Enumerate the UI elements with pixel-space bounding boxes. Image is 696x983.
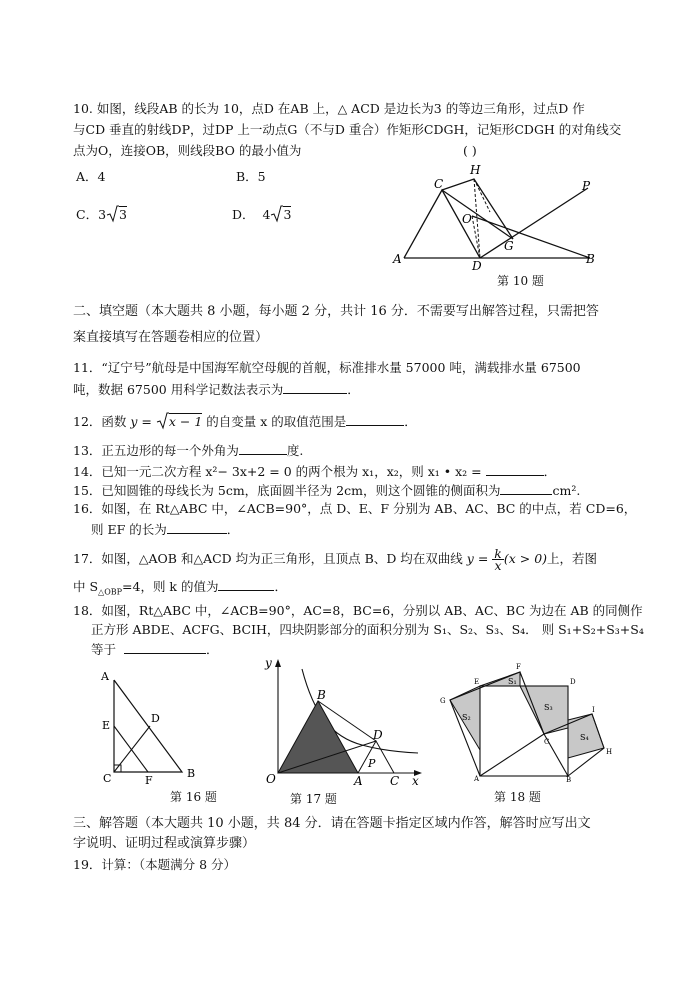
section3-line1: 三、解答题（本大题共 10 小题，共 84 分．请在答题卡指定区域内作答，解答时应写出文 [73, 816, 591, 831]
fig17-label-y: y [265, 656, 272, 670]
q10-line2: 与CD 垂直的射线DP，过DP 上一动点G（不与D 重合）作矩形CDGH，记矩形CDGH 的对角线交 [73, 122, 622, 137]
fig10-label-p: P [582, 179, 591, 193]
fig17-label-a: A [354, 774, 363, 788]
fig10-label-d: D [472, 259, 482, 272]
fig16-label-b: B [187, 767, 196, 780]
fig18-label-s3: S₃ [544, 703, 553, 712]
q14-text: 14．已知一元二次方程 x²− 3x+2 = 0 的两个根为 x₁，x₂，则 x₁ • x₂ = [73, 464, 482, 479]
fig10-label-c: C [434, 177, 444, 191]
q17-subscript: △OBP [98, 587, 123, 597]
fig17-y-axis-arrow [275, 659, 281, 667]
q19-text: 19．计算：（本题满分 8 分） [73, 857, 237, 872]
q13-text: 13．正五边形的每一个外角为 [73, 443, 239, 458]
fig17-triangle-aob [278, 701, 358, 773]
fig10-label-o: O [462, 212, 472, 226]
fig17-label-b: B [317, 688, 326, 702]
q10-option-b: B．5 [236, 169, 266, 184]
q17-line2: 中 $S_{\triangle OBP}=4$，则 k 的值为 ． [73, 579, 287, 597]
q10-option-d-prefix: D． [232, 207, 255, 222]
q14-answer-blank[interactable] [486, 463, 544, 476]
q17-condition: (x > 0) [503, 551, 548, 566]
section2-line1: 二、填空题（本大题共 8 小题，每小题 2 分，共计 16 分．不需要写出解答过程，只需把答 [73, 304, 599, 319]
fig10-label-h: H [470, 163, 481, 177]
q17-line1 [73, 548, 597, 571]
fig17-label-c: C [390, 774, 400, 788]
fig18-label-c: C [544, 738, 550, 746]
fig18-label-f: F [516, 663, 521, 671]
fig16-label-e: E [102, 719, 111, 732]
fig18-label-b: B [566, 776, 572, 784]
q12-y: y [130, 414, 138, 429]
q18-line1: 18．如图，Rt△ABC 中，∠ACB=90°，AC=8，BC=6，分别以 AB、AC、BC 为边在 AB 的同侧作 [73, 603, 643, 618]
q11-line2-text: 吨，数据 67500 用科学记数法表示为 [73, 382, 284, 397]
q15 [73, 482, 580, 499]
fig16-label-a: A [101, 670, 109, 683]
sqrt-icon [156, 412, 169, 430]
q10-option-c-prefix: C．3 [76, 207, 107, 222]
q10-option-a: A．4 [76, 169, 106, 184]
fig18-label-s1: S₁ [508, 677, 517, 686]
sqrt-icon [106, 205, 119, 223]
q12-eq: = [137, 414, 156, 429]
q11-answer-blank[interactable] [283, 381, 347, 394]
fig18-label-s4: S₄ [580, 733, 589, 742]
q12-suffix: 的自变量 x 的取值范围是 [206, 414, 347, 429]
figure-18 [432, 660, 612, 784]
q18-line3-text: 等于 [91, 642, 117, 657]
fig18-label-g: G [440, 697, 446, 705]
q17-denominator: x [494, 558, 502, 573]
fig16-caption: 第 16 题 [170, 790, 217, 804]
fig10-label-b: B [586, 252, 595, 266]
q17-line2b: =4，则 k 的值为 [122, 579, 219, 594]
q10-option-c [76, 205, 127, 223]
fig10-label-g: G [504, 239, 514, 253]
fig10-label-a: A [393, 252, 402, 266]
fig17-label-o: O [266, 772, 276, 786]
fig18-segment-ac [480, 734, 544, 776]
q17-y: y [466, 551, 474, 566]
sqrt-icon [270, 205, 283, 223]
fig10-ray-dp [480, 188, 588, 258]
fig10-diagonal-ho [474, 179, 490, 212]
fig18-label-d: D [570, 678, 576, 686]
fig18-label-h: H [606, 748, 612, 756]
q14: 14．已知一元二次方程 x²− 3x+2 = 0 的两个根为 x₁，x₂，则 x₁ • x₂ = ． [73, 464, 557, 479]
q15-text: 15．已知圆锥的母线长为 5cm，底面圆半径为 2cm，则这个圆锥的侧面积为 [73, 483, 501, 498]
q10-option-d-radicand: 3 [283, 207, 292, 222]
q17-eq: = [473, 551, 493, 566]
q16-line1: 16．如图，在 Rt△ABC 中，∠ACB=90°，点 D、E、F 分别为 AB、AC、BC 的中点，若 CD=6， [73, 501, 637, 516]
q17-suffix: 上，若图 [547, 551, 598, 566]
q13-unit: 度. [286, 443, 304, 458]
figure-16 [98, 668, 202, 784]
q13-answer-blank[interactable] [239, 442, 287, 455]
fig18-label-i: I [592, 706, 595, 714]
q10-option-c-radicand: 3 [119, 207, 127, 222]
q12-prefix: 12．函数 [73, 414, 127, 429]
figure-10 [390, 160, 610, 272]
fig10-caption: 第 10 题 [497, 274, 544, 288]
fig18-label-e: E [474, 678, 480, 686]
q18-line2: 正方形 ABDE、ACFG、BCIH，四块阴影部分的面积分别为 S₁、S₂、S₃、S₄． 则 S₁+S₂+S₃+S₄ [91, 622, 644, 637]
q10-line1: 10. 如图，线段AB 的长为 10，点D 在AB 上，△ ACD 是边长为3 的等边三角形，过点D 作 [73, 101, 585, 116]
fig18-caption: 第 18 题 [494, 790, 541, 804]
q16-answer-blank[interactable] [167, 521, 227, 534]
q15-unit: cm². [552, 483, 581, 498]
fig16-label-d: D [151, 712, 160, 725]
fig17-label-d: D [373, 728, 383, 742]
q13 [73, 442, 303, 459]
q10-option-d-coef: 4 [262, 207, 271, 222]
q11-line2: 吨，数据 67500 用科学记数法表示为 ． [73, 382, 360, 397]
q18-answer-blank[interactable] [124, 641, 206, 654]
q10-answer-paren: ( ) [463, 143, 477, 158]
q17-answer-blank[interactable] [218, 578, 274, 591]
q16-line2-text: 则 EF 的长为 [91, 522, 167, 537]
section2-line2: 案直接填写在答题卷相应的位置） [73, 330, 269, 345]
fig18-label-s2: S₂ [462, 713, 471, 722]
section3-line2: 字说明、证明过程或演算步骤） [73, 836, 256, 851]
q17-prefix: 17．如图，△AOB 和△ACD 均为正三角形，且顶点 B、D 均在双曲线 [73, 551, 463, 566]
q17-numerator: k [494, 546, 502, 561]
q16-line2: 则 EF 的长为 ． [91, 522, 240, 537]
q12: 12．函数 y = x − 1 的自变量 x 的取值范围是 ． [73, 414, 417, 429]
q11-line1: 11．“辽宁号”航母是中国海军航空母舰的首舰，标准排水量 57000 吨，满载排水量 67500 [73, 360, 581, 375]
fig16-label-c: C [103, 772, 112, 784]
fig17-caption: 第 17 题 [290, 792, 337, 806]
q15-answer-blank[interactable] [500, 482, 552, 495]
figure-17 [262, 655, 432, 789]
q12-answer-blank[interactable] [346, 413, 404, 426]
q10-line3: 点为O，连接OB，则线段BO 的最小值为 [73, 143, 302, 158]
fig17-label-p: P [368, 757, 376, 770]
fig18-label-a: A [474, 775, 480, 783]
fig17-label-x: x [412, 774, 419, 788]
q17-fraction [492, 548, 504, 571]
q12-radicand: x − 1 [168, 414, 203, 429]
q10-option-d [232, 205, 291, 223]
q17-line2a: 中 S [73, 579, 99, 594]
fig16-label-f: F [145, 774, 153, 784]
q18-line3: 等于 ． [91, 642, 219, 657]
